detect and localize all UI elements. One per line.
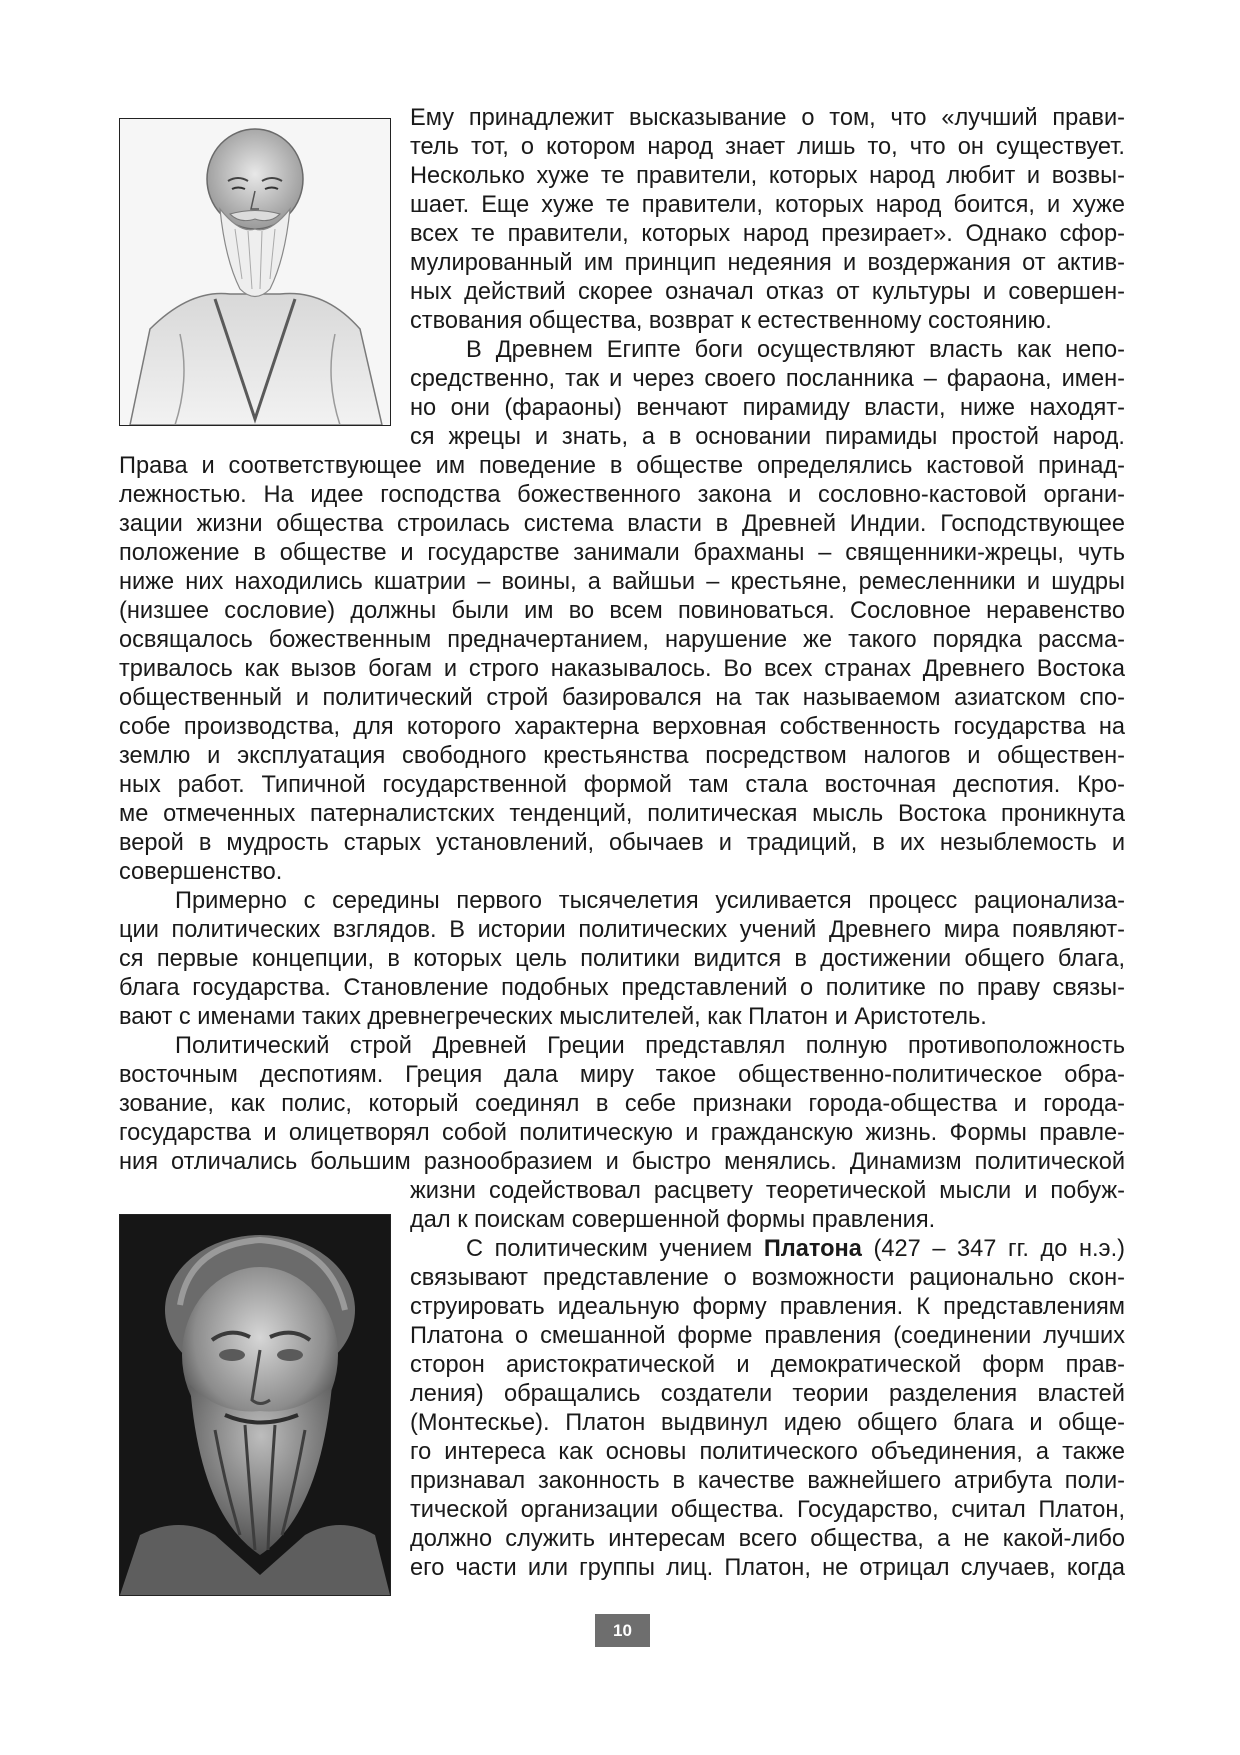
text-line: лежностью. На идее господства божественного закона и сословно-кастовой органи- [119,482,1125,508]
text-line-plato [410,1235,1125,1264]
plato-name-bold: Платона [763,1236,862,1262]
text-line: блага государства. Становление подобных представлений о политике по праву связы- [119,975,1125,1001]
text-line: Примерно с середины первого тысячелетия усиливается процесс рационализа- [175,888,1125,914]
text-line: Политический строй Древней Греции представлял полную противоположность [175,1033,1125,1059]
text-line: го интереса как основы политического объединения, а также [410,1439,1125,1465]
text-line: вают с именами таких древнегреческих мыслителей, как Платон и Аристотель. [119,1004,987,1030]
text-line: Платона о смешанной форме правления (соединении лучших [410,1323,1125,1349]
text-line: всех те правители, которых народ презирает». Однако сфор- [410,221,1125,247]
text-line: землю и эксплуатация свободного крестьянства посредством налогов и обществен- [119,743,1125,769]
text-line: шает. Еще хуже те правители, которых народ боится, и хуже [410,192,1125,218]
text-line: должно служить интересам всего общества, а не какой-либо [410,1526,1125,1552]
plato-bust-photo-icon [120,1215,390,1595]
laozi-drawing-icon [120,119,390,425]
plato-bust [119,1214,391,1596]
page-number: 10 [595,1614,650,1647]
text-line: В Древнем Египте боги осуществляют власть как непо- [466,337,1125,363]
text-line: ся первые концепции, в которых цель политики видится в достижении общего блага, [119,946,1125,972]
text-line: общественный и политический строй базировался на так называемом азиатском спо- [119,685,1125,711]
text-line: совершенство. [119,859,283,885]
text-line: тель тот, о котором народ знает лишь то, что он существует. [410,134,1125,160]
text-line: средственно, так и через своего посланника – фараона, имен- [410,366,1125,392]
text-line: (Монтескье). Платон выдвинул идею общего блага и обще- [410,1410,1125,1436]
text-line: Ему принадлежит высказывание о том, что «лучший прави- [410,105,1125,131]
text-line: признавал законность в качестве важнейшего атрибута поли- [410,1468,1125,1494]
text-line: ме отмеченных патерналистских тенденций, политическая мысль Востока проникнута [119,801,1125,827]
text-line: струировать идеальную форму правления. К представлениям [410,1294,1125,1320]
text-line: верой в мудрость старых установлений, обычаев и традиций, в их незыблемость и [119,830,1125,856]
text-line: ления) обращались создатели теории разделения властей [410,1381,1125,1407]
text-line: ных действий скорее означал отказ от культуры и совершен- [410,279,1125,305]
text-fragment: С политическим учением [466,1236,764,1262]
text-line: Несколько хуже те правители, которых народ любит и возвы- [410,163,1125,189]
text-line: ниже них находились кшатрии – воины, а вайшьи – крестьяне, ремесленники и шудры [119,569,1125,595]
text-line: (низшее сословие) должны были им во всем повиноваться. Сословное неравенство [119,598,1125,624]
text-line: ния отличались большим разнообразием и быстро менялись. Динамизм политической [119,1149,1125,1175]
text-line: тривалось как вызов богам и строго наказывалось. Во всех странах Древнего Востока [119,656,1125,682]
text-line: ствования общества, возврат к естественному состоянию. [410,308,1052,334]
text-line: освящалось божественным предначертанием, нарушение же такого порядка рассма- [119,627,1125,653]
text-line: положение в обществе и государстве занимали брахманы – священники-жрецы, чуть [119,540,1125,566]
text-line: ных работ. Типичной государственной формой там стала восточная деспотия. Кро- [119,772,1125,798]
text-line: жизни содействовал расцвету теоретической мысли и побуж- [410,1178,1125,1204]
text-line: его части или группы лиц. Платон, не отрицал случаев, когда [410,1555,1125,1581]
text-line: тической организации общества. Государство, считал Платон, [410,1497,1125,1523]
text-line: но они (фараоны) венчают пирамиду власти, ниже находят- [410,395,1125,421]
text-line: ции политических взглядов. В истории политических учений Древнего мира появляют- [119,917,1125,943]
text-fragment: (427 – 347 гг. до н.э.) [861,1236,1125,1262]
text-line: мулированный им принцип недеяния и воздержания от актив- [410,250,1125,276]
text-line: восточным деспотиям. Греция дала миру такое общественно-политическое обра- [119,1062,1125,1088]
text-line: собе производства, для которого характерна верховная собственность государства на [119,714,1125,740]
text-line: дал к поискам совершенной формы правления. [410,1207,936,1233]
text-line: зации жизни общества строилась система власти в Древней Индии. Господствующее [119,511,1125,537]
text-line: сторон аристократической и демократической форм прав- [410,1352,1125,1378]
text-line: ся жрецы и знать, а в основании пирамиды простой народ. [410,424,1125,450]
text-line: государства и олицетворял собой политическую и гражданскую жизнь. Формы правле- [119,1120,1125,1146]
text-line: зование, как полис, который соединял в себе признаки города-общества и города- [119,1091,1125,1117]
text-line: связывают представление о возможности рационально скон- [410,1265,1125,1291]
text-line: Права и соответствующее им поведение в обществе определялись кастовой принад- [119,453,1125,479]
laozi-portrait [119,118,391,426]
